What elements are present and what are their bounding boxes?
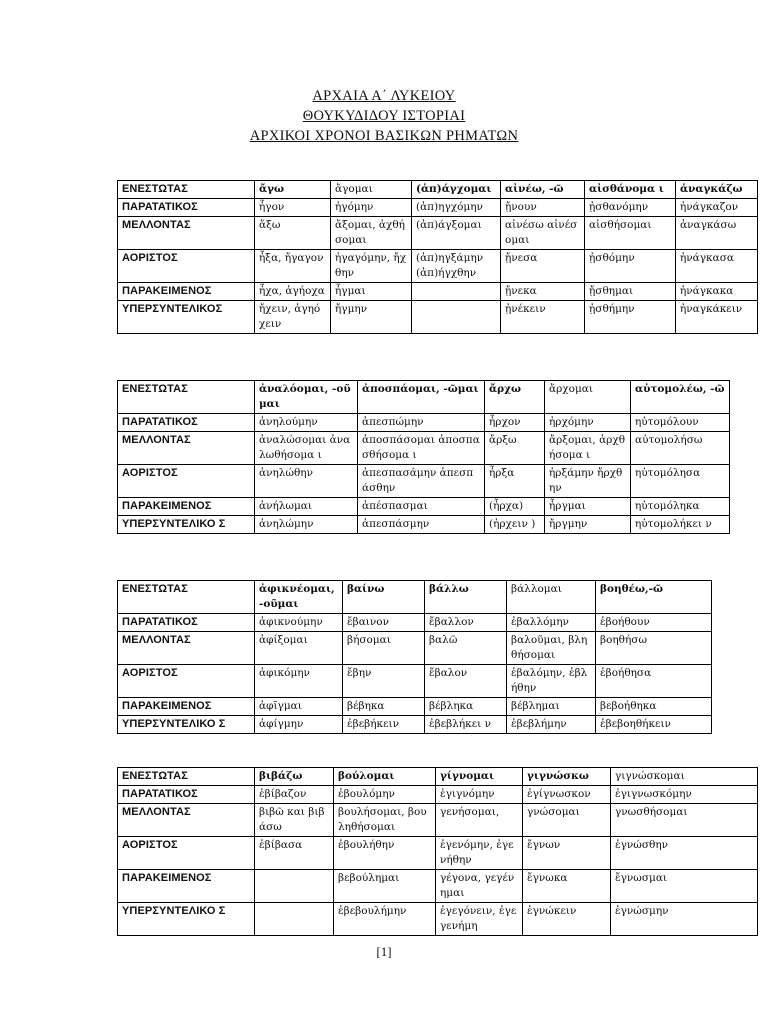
verb-form-cell: βεβοήθηκα <box>596 698 712 716</box>
verb-form-cell <box>412 283 501 301</box>
verb-form-cell: βάλλομαι <box>507 581 596 614</box>
verb-form-cell: βοηθέω,-ῶ <box>596 581 712 614</box>
verb-form-cell: βέβηκα <box>343 698 425 716</box>
verb-form-cell: ᾐνέκειν <box>501 301 585 334</box>
verb-table-3 <box>117 580 712 734</box>
tense-label: ΑΟΡΙΣΤΟΣ <box>118 465 255 498</box>
verb-form-cell: αἰσθάνομα ι <box>585 181 676 199</box>
verb-form-cell: ᾐσθανόμην <box>585 199 676 217</box>
verb-form-cell: ἔβην <box>343 665 425 698</box>
table-body <box>118 768 758 936</box>
tense-label: ΠΑΡΑΚΕΙΜΕΝΟΣ <box>118 498 255 516</box>
tense-label: ΕΝΕΣΤΩΤΑΣ <box>118 581 255 614</box>
tense-label: ΠΑΡΑΤΑΤΙΚΟΣ <box>118 199 255 217</box>
tense-label: ΕΝΕΣΤΩΤΑΣ <box>118 381 255 414</box>
table-row <box>118 581 712 614</box>
verb-form-cell: ἀναλώσομαι ἀναλωθήσομα ι <box>255 432 358 465</box>
author-work-title: ΘΟΥΚΥΔΙΔΟΥ ΙΣΤΟΡΙΑΙ <box>302 108 466 124</box>
verb-form-cell: ἦργμαι <box>545 498 631 516</box>
page-number: [1] <box>376 944 392 959</box>
verb-form-cell: ἐβαλλόμην <box>507 614 596 632</box>
verb-form-cell: ἐγιγνωσκόμην <box>611 786 758 804</box>
verb-table-1 <box>117 180 758 334</box>
verb-form-cell: ἄρξω <box>485 432 545 465</box>
table-row <box>118 181 758 199</box>
verb-form-cell: ἄρχομαι <box>545 381 631 414</box>
tense-label: ΜΕΛΛΟΝΤΑΣ <box>118 217 255 250</box>
table-row <box>118 870 758 903</box>
verb-form-cell: ἀφικνούμην <box>255 614 343 632</box>
verb-form-cell: ἐγεγόνειν, ἐγεγενήμη <box>436 903 523 936</box>
verb-form-cell: ᾔσθημαι <box>585 283 676 301</box>
verb-form-cell: ἔβαλλον <box>425 614 507 632</box>
verb-form-cell: γίγνομαι <box>436 768 523 786</box>
verb-form-cell: ἀφίγμην <box>255 716 343 734</box>
table-row <box>118 414 730 432</box>
verb-form-cell: ἔγνωκα <box>523 870 611 903</box>
verb-form-cell: αἰνέσω αἰνέσομαι <box>501 217 585 250</box>
verb-form-cell: ἐβεβλήκει ν <box>425 716 507 734</box>
verb-form-cell: γενήσομαι, <box>436 804 523 837</box>
verb-form-cell: ἠρχόμην <box>545 414 631 432</box>
verb-form-cell: ἠγόμην <box>331 199 412 217</box>
verb-form-cell: βαλοῦμαι, βληθήσομαι <box>507 632 596 665</box>
verb-form-cell: ἠνάγκασα <box>676 250 758 283</box>
heading-block <box>0 86 768 146</box>
verb-form-cell: ἠνάγκακα <box>676 283 758 301</box>
verb-form-cell <box>412 301 501 334</box>
verb-form-cell: (ἠρχειν ) <box>485 516 545 534</box>
verb-form-cell: (ἀπ)ηγχόμην <box>412 199 501 217</box>
verb-form-cell: ἐβεβλήμην <box>507 716 596 734</box>
table-row <box>118 786 758 804</box>
verb-form-cell: ᾐσθήμην <box>585 301 676 334</box>
verb-form-cell: ἄξομαι, ἀχθήσομαι <box>331 217 412 250</box>
tense-label: ΥΠΕΡΣΥΝΤΕΛΙΚΟ Σ <box>118 903 255 936</box>
table-row <box>118 217 758 250</box>
verb-form-cell: (ἀπ)άγχομαι <box>412 181 501 199</box>
table-row <box>118 632 712 665</box>
verb-form-cell: ἤχειν, ἀγηόχειν <box>255 301 331 334</box>
verb-form-cell: γνώσομαι <box>523 804 611 837</box>
tense-label: ΑΟΡΙΣΤΟΣ <box>118 250 255 283</box>
verb-form-cell: ἐβίβαζον <box>255 786 334 804</box>
tense-label: ΠΑΡΑΤΑΤΙΚΟΣ <box>118 414 255 432</box>
verb-form-cell: ἀφῖγμαι <box>255 698 343 716</box>
tense-label: ΥΠΕΡΣΥΝΤΕΛΙΚΟΣ <box>118 301 255 334</box>
verb-form-cell: αἰσθήσομαι <box>585 217 676 250</box>
table-row <box>118 903 758 936</box>
tense-label: ΠΑΡΑΚΕΙΜΕΝΟΣ <box>118 870 255 903</box>
verb-form-cell: ἦγον <box>255 199 331 217</box>
verb-form-cell: ἦξα, ἤγαγον <box>255 250 331 283</box>
tense-label: ΜΕΛΛΟΝΤΑΣ <box>118 432 255 465</box>
tense-label: ΥΠΕΡΣΥΝΤΕΛΙΚΟ Σ <box>118 716 255 734</box>
verb-form-cell: βάλλω <box>425 581 507 614</box>
table-row <box>118 768 758 786</box>
verb-form-cell: αὐτομολέω, -ῶ <box>631 381 730 414</box>
verb-form-cell: βούλομαι <box>334 768 436 786</box>
verb-form-cell: ἦρξα <box>485 465 545 498</box>
verb-form-cell: ηὐτομόλουν <box>631 414 730 432</box>
table-body <box>118 581 712 734</box>
tense-label: ΠΑΡΑΤΑΤΙΚΟΣ <box>118 614 255 632</box>
verb-form-cell: ἀπεσπάσμην <box>358 516 485 534</box>
verb-table-2 <box>117 380 730 534</box>
tense-label: ΥΠΕΡΣΥΝΤΕΛΙΚΟ Σ <box>118 516 255 534</box>
verb-form-cell: ἠνάγκαζον <box>676 199 758 217</box>
verb-form-cell: ᾐσθόμην <box>585 250 676 283</box>
tense-label: ΑΟΡΙΣΤΟΣ <box>118 665 255 698</box>
verb-form-cell: ἠρξάμην ἤρχθην <box>545 465 631 498</box>
verb-form-cell: ηὐτομόλησα <box>631 465 730 498</box>
verb-form-cell: ἔβαλον <box>425 665 507 698</box>
verb-form-cell: ἀναγκάσω <box>676 217 758 250</box>
verb-form-cell: ἄρξομαι, ἀρχθήσομα ι <box>545 432 631 465</box>
verb-form-cell: ἀνηλώθην <box>255 465 358 498</box>
verb-form-cell: γνωσθήσομαι <box>611 804 758 837</box>
section-title: ΑΡΧΙΚΟΙ ΧΡΟΝΟΙ ΒΑΣΙΚΩΝ ΡΗΜΑΤΩΝ <box>249 128 519 144</box>
verb-form-cell: γιγνώσκω <box>523 768 611 786</box>
verb-form-cell: βουλήσομαι, βουληθήσομαι <box>334 804 436 837</box>
verb-form-cell: ἐγενόμην, ἐγενήθην <box>436 837 523 870</box>
verb-form-cell: ᾔνεσα <box>501 250 585 283</box>
verb-form-cell: (ἀπ)ηγξάμην (ἀπ)ήγχθην <box>412 250 501 283</box>
verb-form-cell: ἀπεσπασάμην ἀπεσπάσθην <box>358 465 485 498</box>
verb-form-cell: αὐτομολήσω <box>631 432 730 465</box>
verb-form-cell: ἤργμην <box>545 516 631 534</box>
table-row <box>118 498 730 516</box>
verb-form-cell: ᾔνουν <box>501 199 585 217</box>
verb-form-cell: ηὐτομόληκα <box>631 498 730 516</box>
verb-form-cell: βιβάζω <box>255 768 334 786</box>
verb-form-cell: ἀνηλούμην <box>255 414 358 432</box>
verb-form-cell: ἀνήλωμαι <box>255 498 358 516</box>
verb-form-cell: ἦρχον <box>485 414 545 432</box>
verb-form-cell: ἀνηλώμην <box>255 516 358 534</box>
table-row <box>118 837 758 870</box>
verb-form-cell: βεβούλημαι <box>334 870 436 903</box>
tense-label: ΠΑΡΑΚΕΙΜΕΝΟΣ <box>118 698 255 716</box>
tense-label: ΑΟΡΙΣΤΟΣ <box>118 837 255 870</box>
table-row <box>118 698 712 716</box>
verb-form-cell: ἔγνωσμαι <box>611 870 758 903</box>
verb-form-cell: ἐγνώσμην <box>611 903 758 936</box>
verb-form-cell: ἐγνώκειν <box>523 903 611 936</box>
table-row <box>118 465 730 498</box>
verb-form-cell: γιγνώσκομαι <box>611 768 758 786</box>
verb-form-cell: ἀποσπάομαι, -ῶμαι <box>358 381 485 414</box>
verb-form-cell: (ἀπ)άγξομαι <box>412 217 501 250</box>
verb-form-cell: ηὐτομολήκει ν <box>631 516 730 534</box>
tense-label: ΠΑΡΑΚΕΙΜΕΝΟΣ <box>118 283 255 301</box>
verb-form-cell: ἠγαγόμην, ἤχθην <box>331 250 412 283</box>
verb-form-cell: ἐγιγνόμην <box>436 786 523 804</box>
verb-form-cell: ἐβοήθησα <box>596 665 712 698</box>
table-row <box>118 381 730 414</box>
verb-form-cell: ἀναγκάζω <box>676 181 758 199</box>
verb-form-cell: ἀναλόομαι, -οῦμαι <box>255 381 358 414</box>
verb-form-cell: βιβῶ και βιβάσω <box>255 804 334 837</box>
verb-form-cell: ἐγίγνωσκον <box>523 786 611 804</box>
tense-label: ΠΑΡΑΤΑΤΙΚΟΣ <box>118 786 255 804</box>
verb-form-cell: ἐβοήθουν <box>596 614 712 632</box>
course-title: ΑΡΧΑΙΑ Α΄ ΛΥΚΕΙΟΥ <box>312 88 456 104</box>
verb-form-cell: βαλῶ <box>425 632 507 665</box>
verb-form-cell: ἐβεβοηθήκειν <box>596 716 712 734</box>
verb-form-cell: ἄρχω <box>485 381 545 414</box>
verb-form-cell: ἦγμαι <box>331 283 412 301</box>
verb-form-cell: βήσομαι <box>343 632 425 665</box>
verb-form-cell: ἄγω <box>255 181 331 199</box>
verb-form-cell: αἰνέω, -ῶ <box>501 181 585 199</box>
table-row <box>118 665 712 698</box>
tense-label: ΕΝΕΣΤΩΤΑΣ <box>118 181 255 199</box>
verb-form-cell: ἀποσπάσομαι ἀποσπασθήσομα ι <box>358 432 485 465</box>
table-body <box>118 181 758 334</box>
verb-form-cell: ἄγομαι <box>331 181 412 199</box>
verb-form-cell: ἐβεβουλήμην <box>334 903 436 936</box>
verb-form-cell: ἄξω <box>255 217 331 250</box>
table-row <box>118 250 758 283</box>
verb-form-cell: ἔβαινον <box>343 614 425 632</box>
verb-form-cell: ἤγμην <box>331 301 412 334</box>
verb-form-cell <box>255 903 334 936</box>
table-row <box>118 516 730 534</box>
verb-form-cell: ἐβεβήκειν <box>343 716 425 734</box>
verb-form-cell: ἐγνώσθην <box>611 837 758 870</box>
verb-form-cell: ἀφίξομαι <box>255 632 343 665</box>
verb-form-cell: βαίνω <box>343 581 425 614</box>
verb-form-cell: ἔγνων <box>523 837 611 870</box>
verb-form-cell: ἐβουλόμην <box>334 786 436 804</box>
verb-form-cell: ἀπεσπώμην <box>358 414 485 432</box>
verb-form-cell: ἐβουλήθην <box>334 837 436 870</box>
tense-label: ΕΝΕΣΤΩΤΑΣ <box>118 768 255 786</box>
verb-form-cell: γέγονα, γεγένημαι <box>436 870 523 903</box>
verb-form-cell: ἐβίβασα <box>255 837 334 870</box>
table-row <box>118 283 758 301</box>
table-row <box>118 716 712 734</box>
verb-form-cell: βέβλημαι <box>507 698 596 716</box>
verb-form-cell: ἠναγκάκειν <box>676 301 758 334</box>
verb-form-cell: ἀπέσπασμαι <box>358 498 485 516</box>
verb-form-cell: (ἦρχα) <box>485 498 545 516</box>
table-row <box>118 804 758 837</box>
verb-form-cell: βέβληκα <box>425 698 507 716</box>
verb-form-cell: βοηθήσω <box>596 632 712 665</box>
verb-form-cell: ᾔνεκα <box>501 283 585 301</box>
table-row <box>118 614 712 632</box>
table-row <box>118 199 758 217</box>
tense-label: ΜΕΛΛΟΝΤΑΣ <box>118 804 255 837</box>
verb-form-cell: ἀφικόμην <box>255 665 343 698</box>
verb-table-4 <box>117 767 758 936</box>
table-body <box>118 381 730 534</box>
verb-form-cell: ἦχα, ἀγήοχα <box>255 283 331 301</box>
tense-label: ΜΕΛΛΟΝΤΑΣ <box>118 632 255 665</box>
verb-form-cell <box>255 870 334 903</box>
table-row <box>118 301 758 334</box>
verb-form-cell: ἐβαλόμην, ἐβλήθην <box>507 665 596 698</box>
verb-form-cell: ἀφικνέομαι, -οῦμαι <box>255 581 343 614</box>
table-row <box>118 432 730 465</box>
